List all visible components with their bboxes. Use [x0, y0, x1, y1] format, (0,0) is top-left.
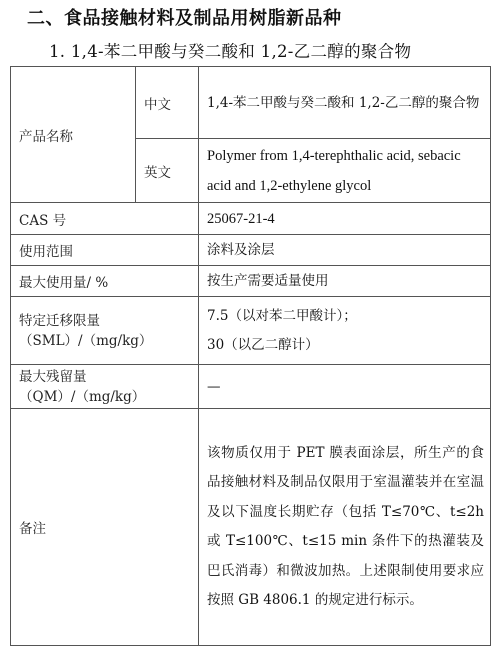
max-usage-label: 最大使用量/ % — [11, 266, 199, 297]
english-name-label: 英文 — [136, 139, 199, 203]
usage-scope-value: 涂料及涂层 — [199, 235, 491, 266]
english-name-value: Polymer from 1,4-terephthalic acid, sebacic acid and 1,2-ethylene glycol — [199, 139, 491, 203]
usage-scope-label: 使用范围 — [11, 235, 199, 266]
sml-label-line2: （SML）/（mg/kg） — [19, 332, 153, 349]
remarks-value: 该物质仅用于 PET 膜表面涂层，所生产的食品接触材料及制品仅限用于室温灌装并在室温及以下温度长期贮存（包括 T≤70℃、t≤2h 或 T≤100℃、t≤15 min 条件下的热灌装及巴氏消毒）和微波加热。上述限制使用要求应按照 GB 4806.1 的规定进行标示。 — [199, 409, 491, 646]
max-usage-value: 按生产需要适量使用 — [199, 266, 491, 297]
chinese-name-label: 中文 — [136, 67, 199, 139]
row-product-name-zh — [11, 67, 491, 139]
sml-label — [11, 297, 199, 365]
row-remarks — [11, 409, 491, 646]
row-sml — [11, 297, 491, 365]
section-heading: 二、食品接触材料及制品用树脂新品种 — [27, 8, 342, 29]
cas-label: CAS 号 — [11, 203, 199, 235]
qm-value: — — [199, 365, 491, 409]
substance-title: 1. 1,4-苯二甲酸与癸二酸和 1,2-乙二醇的聚合物 — [49, 42, 412, 61]
remarks-label: 备注 — [11, 409, 199, 646]
qm-label — [11, 365, 199, 409]
cas-value: 25067-21-4 — [199, 203, 491, 235]
product-name-label: 产品名称 — [11, 67, 136, 203]
row-usage-scope — [11, 235, 491, 266]
row-qm — [11, 365, 491, 409]
qm-label-line1: 最大残留量 — [19, 368, 87, 385]
sml-value — [199, 297, 491, 365]
row-cas — [11, 203, 491, 235]
sml-value-line1: 7.5（以对苯二甲酸计）； — [207, 307, 357, 324]
chinese-name-value: 1,4-苯二甲酸与癸二酸和 1,2-乙二醇的聚合物 — [199, 67, 491, 139]
sml-label-line1: 特定迁移限量 — [19, 312, 100, 329]
sml-value-line2: 30（以乙二醇计） — [207, 336, 319, 353]
qm-label-line2: （QM）/（mg/kg） — [19, 388, 146, 405]
row-max-usage — [11, 266, 491, 297]
specification-table — [10, 66, 491, 646]
